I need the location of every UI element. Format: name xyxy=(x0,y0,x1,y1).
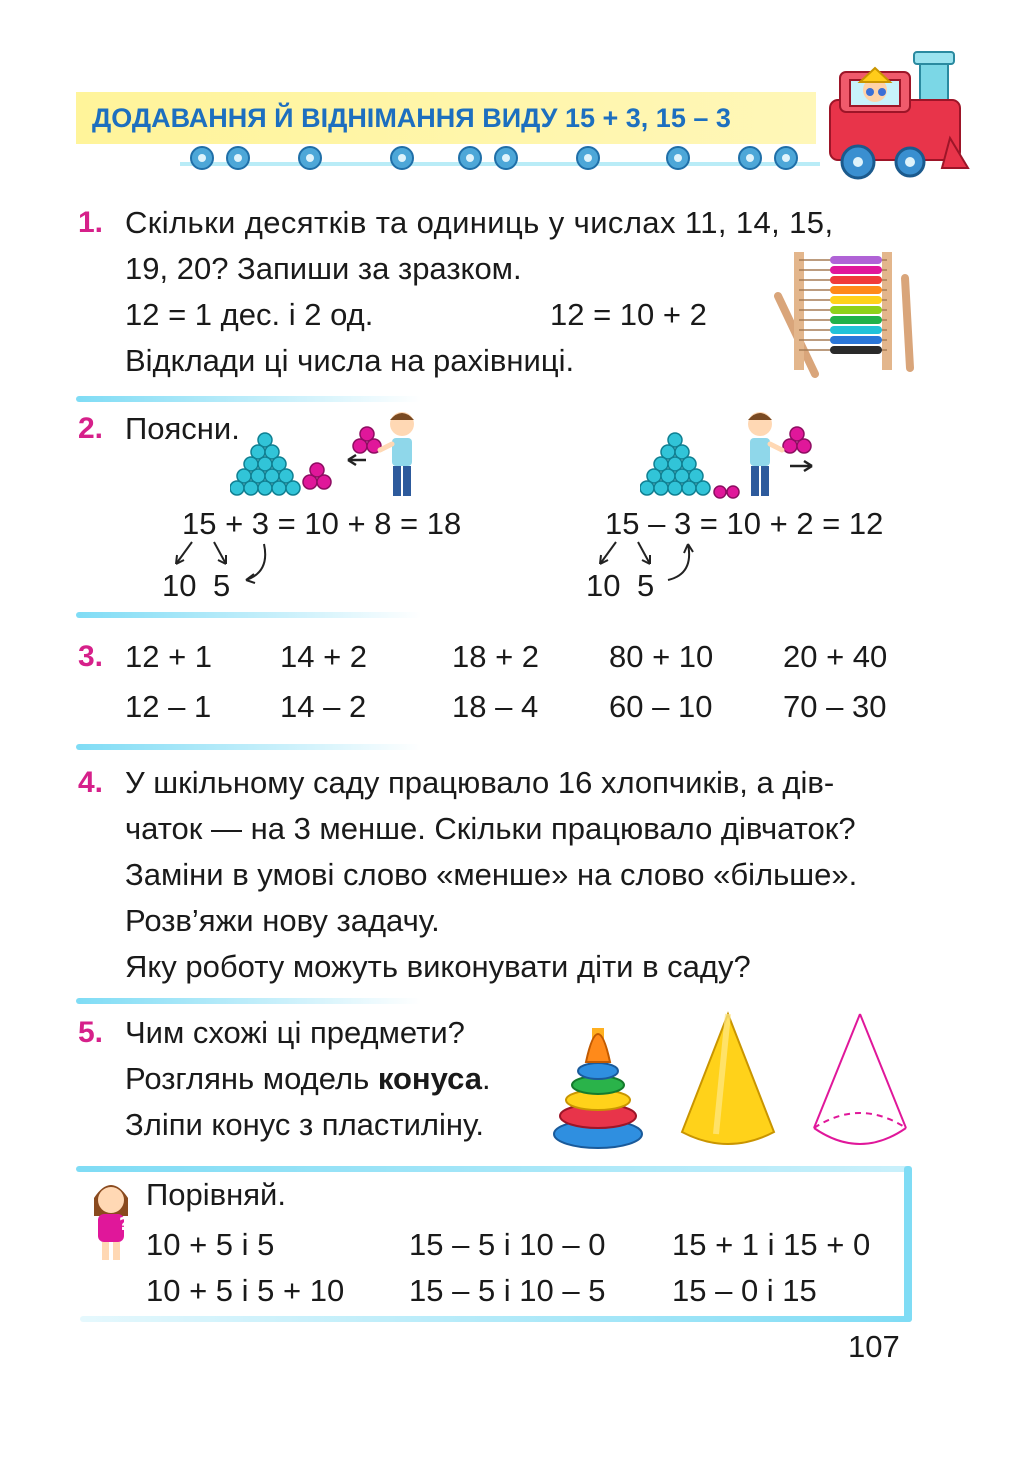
task3-number: 3. xyxy=(78,640,104,673)
task5-line3: Зліпи конус з пластиліну. xyxy=(125,1107,485,1142)
task1-line2: 19, 20? Запиши за зразком. xyxy=(125,251,522,286)
task5-line1: Чим схожі ці предмети? xyxy=(125,1015,465,1050)
task3-expression: 20 + 40 xyxy=(783,639,888,674)
beads-subtraction-illustration xyxy=(640,410,840,500)
compare-pair: 15 – 5 і 10 – 0 xyxy=(409,1227,606,1262)
cone-wireframe-model xyxy=(808,1010,912,1150)
compare-pair: 15 – 0 і 15 xyxy=(672,1273,817,1308)
compare-pair: 15 + 1 і 15 + 0 xyxy=(672,1227,871,1262)
task4-line: Яку роботу можуть виконувати діти в саду? xyxy=(125,949,751,984)
task2-left-split-b: 5 xyxy=(213,568,231,603)
task3-expression: 80 + 10 xyxy=(609,639,714,674)
task2-number: 2. xyxy=(78,412,104,445)
task2-left-equation: 15 + 3 = 10 + 8 = 18 xyxy=(182,506,462,541)
compare-title: Порівняй. xyxy=(146,1177,286,1212)
page-number: 107 xyxy=(848,1329,900,1364)
task2-right-split-a: 10 xyxy=(586,568,621,603)
girl-question-illustration xyxy=(86,1176,136,1266)
task4-line: Розв’яжи нову задачу. xyxy=(125,903,440,938)
task3-expression: 12 – 1 xyxy=(125,689,212,724)
separator-2 xyxy=(76,612,421,618)
task5-line2-prefix: Розглянь модель xyxy=(125,1061,378,1096)
beads-addition-illustration xyxy=(230,410,430,500)
task3-expression: 14 – 2 xyxy=(280,689,367,724)
yellow-cone xyxy=(676,1010,780,1150)
task1-number: 1. xyxy=(78,206,104,239)
compare-pair: 15 – 5 і 10 – 5 xyxy=(409,1273,606,1308)
task5-line2-suffix: . xyxy=(481,1061,491,1096)
separator-3 xyxy=(76,744,421,750)
task5-line2 xyxy=(125,1056,491,1102)
task4-line: Заміни в умові слово «менше» на слово «більше». xyxy=(125,857,858,892)
task2-label: Поясни. xyxy=(125,411,240,446)
term-cone: конуса xyxy=(377,1061,482,1096)
compare-box-bottom-border xyxy=(80,1316,912,1322)
task1-example-a: 12 = 1 дес. і 2 од. xyxy=(125,297,374,332)
abacus-illustration xyxy=(770,248,915,378)
task4-number: 4. xyxy=(78,766,104,799)
task3-expression: 70 – 30 xyxy=(783,689,887,724)
task4-line: У шкільному саду працювало 16 хлопчиків, а дів- xyxy=(125,765,835,800)
compare-pair: 10 + 5 і 5 + 10 xyxy=(146,1273,345,1308)
separator-1 xyxy=(76,396,421,402)
task2-left-split-a: 10 xyxy=(162,568,197,603)
task5-number: 5. xyxy=(78,1016,104,1049)
task3-expression: 60 – 10 xyxy=(609,689,713,724)
task2-right-split-b: 5 xyxy=(637,568,655,603)
task1-line4: Відклади ці числа на рахівниці. xyxy=(125,343,575,378)
task3-expression: 14 + 2 xyxy=(280,639,368,674)
compare-box-right-border xyxy=(904,1166,912,1322)
task3-expression: 12 + 1 xyxy=(125,639,213,674)
separator-4 xyxy=(76,998,421,1004)
task3-expression: 18 + 2 xyxy=(452,639,540,674)
task2-right-equation: 15 – 3 = 10 + 2 = 12 xyxy=(605,506,884,541)
page-title: ДОДАВАННЯ Й ВІДНІМАННЯ ВИДУ 15 + 3, 15 – 3 xyxy=(92,103,731,133)
task1-line1: Скільки десятків та одиниць у числах 11, 14, 15, xyxy=(125,205,834,240)
train-illustration xyxy=(820,40,970,190)
wheels-decoration xyxy=(180,140,820,180)
compare-pair: 10 + 5 і 5 xyxy=(146,1227,275,1262)
task4-line: чаток — на 3 менше. Скільки працювало дівчаток? xyxy=(125,811,856,846)
task3-expression: 18 – 4 xyxy=(452,689,539,724)
svg-text:?: ? xyxy=(119,1214,130,1235)
stacking-rings-toy xyxy=(548,1010,648,1150)
task1-example-b: 12 = 10 + 2 xyxy=(550,297,707,332)
